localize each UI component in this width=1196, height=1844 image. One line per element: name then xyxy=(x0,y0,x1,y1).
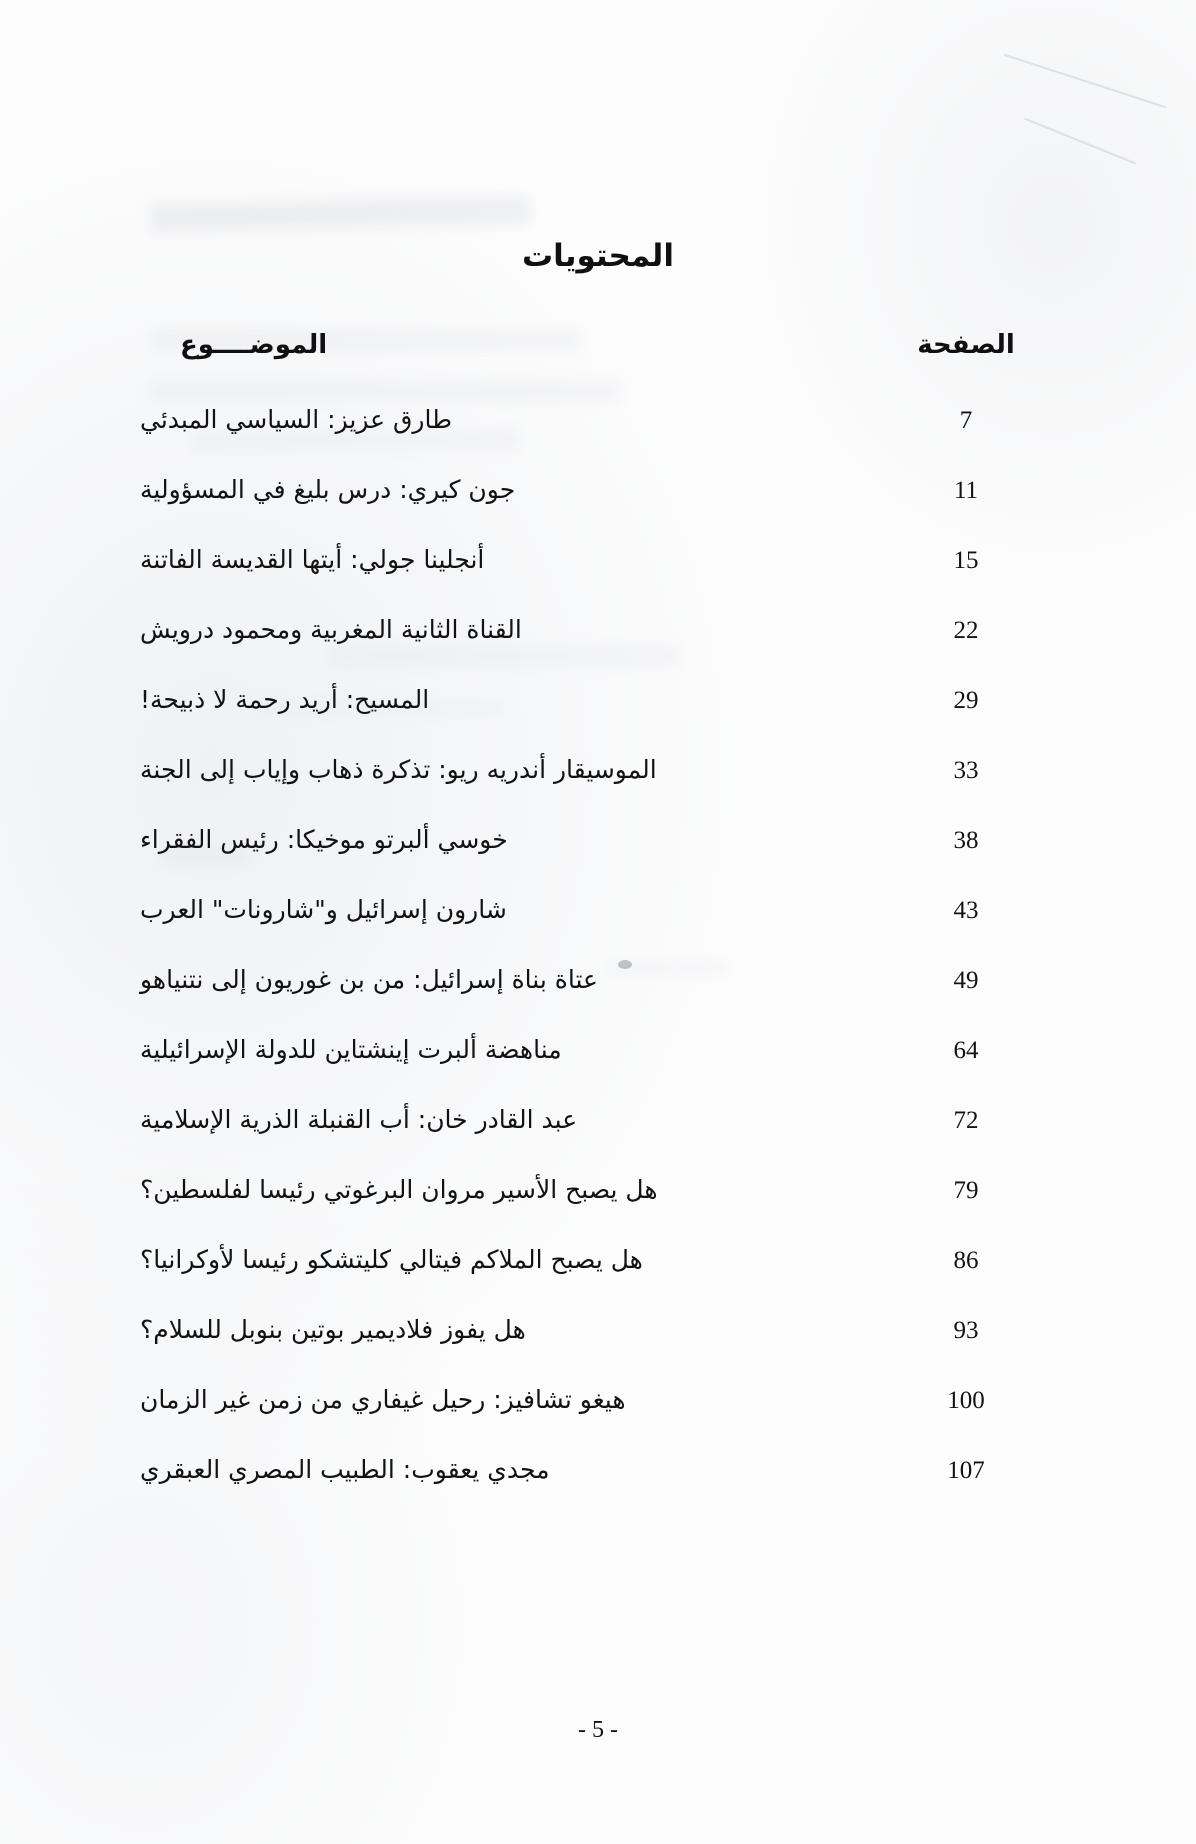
scan-artifact xyxy=(1024,118,1136,164)
toc-entry-page: 7 xyxy=(959,407,973,434)
toc-entry-page: 64 xyxy=(953,1037,979,1064)
toc-entry[interactable] xyxy=(140,1315,1056,1385)
toc-entry-page: 22 xyxy=(953,617,979,644)
toc-entry[interactable] xyxy=(140,895,1056,965)
scan-artifact xyxy=(1004,54,1166,108)
toc-entry[interactable] xyxy=(140,475,1056,545)
toc-entry-page: 93 xyxy=(953,1317,979,1344)
page-footer-number: - 5 - xyxy=(578,1717,618,1743)
toc-entry-title: الموسيقار أندريه ريو: تذكرة ذهاب وإياب إلى الجنة xyxy=(140,755,657,784)
toc-entry-page: 11 xyxy=(953,477,979,504)
toc-entry-page: 38 xyxy=(953,827,979,854)
toc-entry[interactable] xyxy=(140,755,1056,825)
toc-entry-page: 49 xyxy=(953,967,979,994)
toc-entry-page: 29 xyxy=(953,687,979,714)
toc-entry[interactable] xyxy=(140,1385,1056,1455)
toc-entry[interactable] xyxy=(140,1175,1056,1245)
toc-entry-page: 72 xyxy=(953,1107,979,1134)
toc-entry-title: شارون إسرائيل و"شارونات" العرب xyxy=(140,895,507,924)
scan-artifact xyxy=(150,380,620,402)
toc-entry-title: مجدي يعقوب: الطبيب المصري العبقري xyxy=(140,1455,550,1484)
toc-entry[interactable] xyxy=(140,965,1056,1035)
toc-entry-title: طارق عزيز: السياسي المبدئي xyxy=(140,405,452,434)
column-header-page: الصفحة xyxy=(917,330,1015,360)
toc-entry-page: 15 xyxy=(953,547,979,574)
toc-entry-title: أنجلينا جولي: أيتها القديسة الفاتنة xyxy=(140,545,485,574)
toc-entry[interactable] xyxy=(140,1245,1056,1315)
toc-entry[interactable] xyxy=(140,685,1056,755)
toc-column-headers xyxy=(140,330,1056,360)
toc-entry-title: جون كيري: درس بليغ في المسؤولية xyxy=(140,475,516,504)
toc-entry-page: 33 xyxy=(953,757,979,784)
column-header-subject: الموضــــوع xyxy=(180,330,328,360)
scan-artifact xyxy=(150,196,531,232)
toc-entry-title: خوسي ألبرتو موخيكا: رئيس الفقراء xyxy=(140,825,508,854)
toc-entry-title: هل يصبح الملاكم فيتالي كليتشكو رئيسا لأوكرانيا؟ xyxy=(140,1245,643,1274)
toc-entry-title: هيغو تشافيز: رحيل غيفاري من زمن غير الزمان xyxy=(140,1385,626,1414)
toc-entry-title: عبد القادر خان: أب القنبلة الذرية الإسلامية xyxy=(140,1105,578,1134)
toc-entry-title: المسيح: أريد رحمة لا ذبيحة! xyxy=(140,685,430,714)
page-title: المحتويات xyxy=(522,238,674,274)
toc-entry-title: عتاة بناة إسرائيل: من بن غوريون إلى نتنياهو xyxy=(140,965,598,994)
toc-entry-title: هل يفوز فلاديمير بوتين بنوبل للسلام؟ xyxy=(140,1315,526,1344)
toc-entry-title: القناة الثانية المغربية ومحمود درويش xyxy=(140,615,522,644)
toc-entry[interactable] xyxy=(140,1455,1056,1525)
toc-list xyxy=(140,405,1056,1525)
toc-entry-title: هل يصبح الأسير مروان البرغوتي رئيسا لفلسطين؟ xyxy=(140,1175,658,1204)
toc-entry-page: 100 xyxy=(947,1387,985,1414)
toc-entry[interactable] xyxy=(140,545,1056,615)
toc-entry[interactable] xyxy=(140,825,1056,895)
toc-entry-page: 107 xyxy=(947,1457,985,1484)
toc-entry-page: 86 xyxy=(953,1247,979,1274)
toc-entry[interactable] xyxy=(140,1105,1056,1175)
toc-entry-title: مناهضة ألبرت إينشتاين للدولة الإسرائيلية xyxy=(140,1035,562,1064)
toc-entry-page: 79 xyxy=(953,1177,979,1204)
toc-entry[interactable] xyxy=(140,1035,1056,1105)
toc-entry-page: 43 xyxy=(953,897,979,924)
toc-entry[interactable] xyxy=(140,405,1056,475)
toc-entry[interactable] xyxy=(140,615,1056,685)
